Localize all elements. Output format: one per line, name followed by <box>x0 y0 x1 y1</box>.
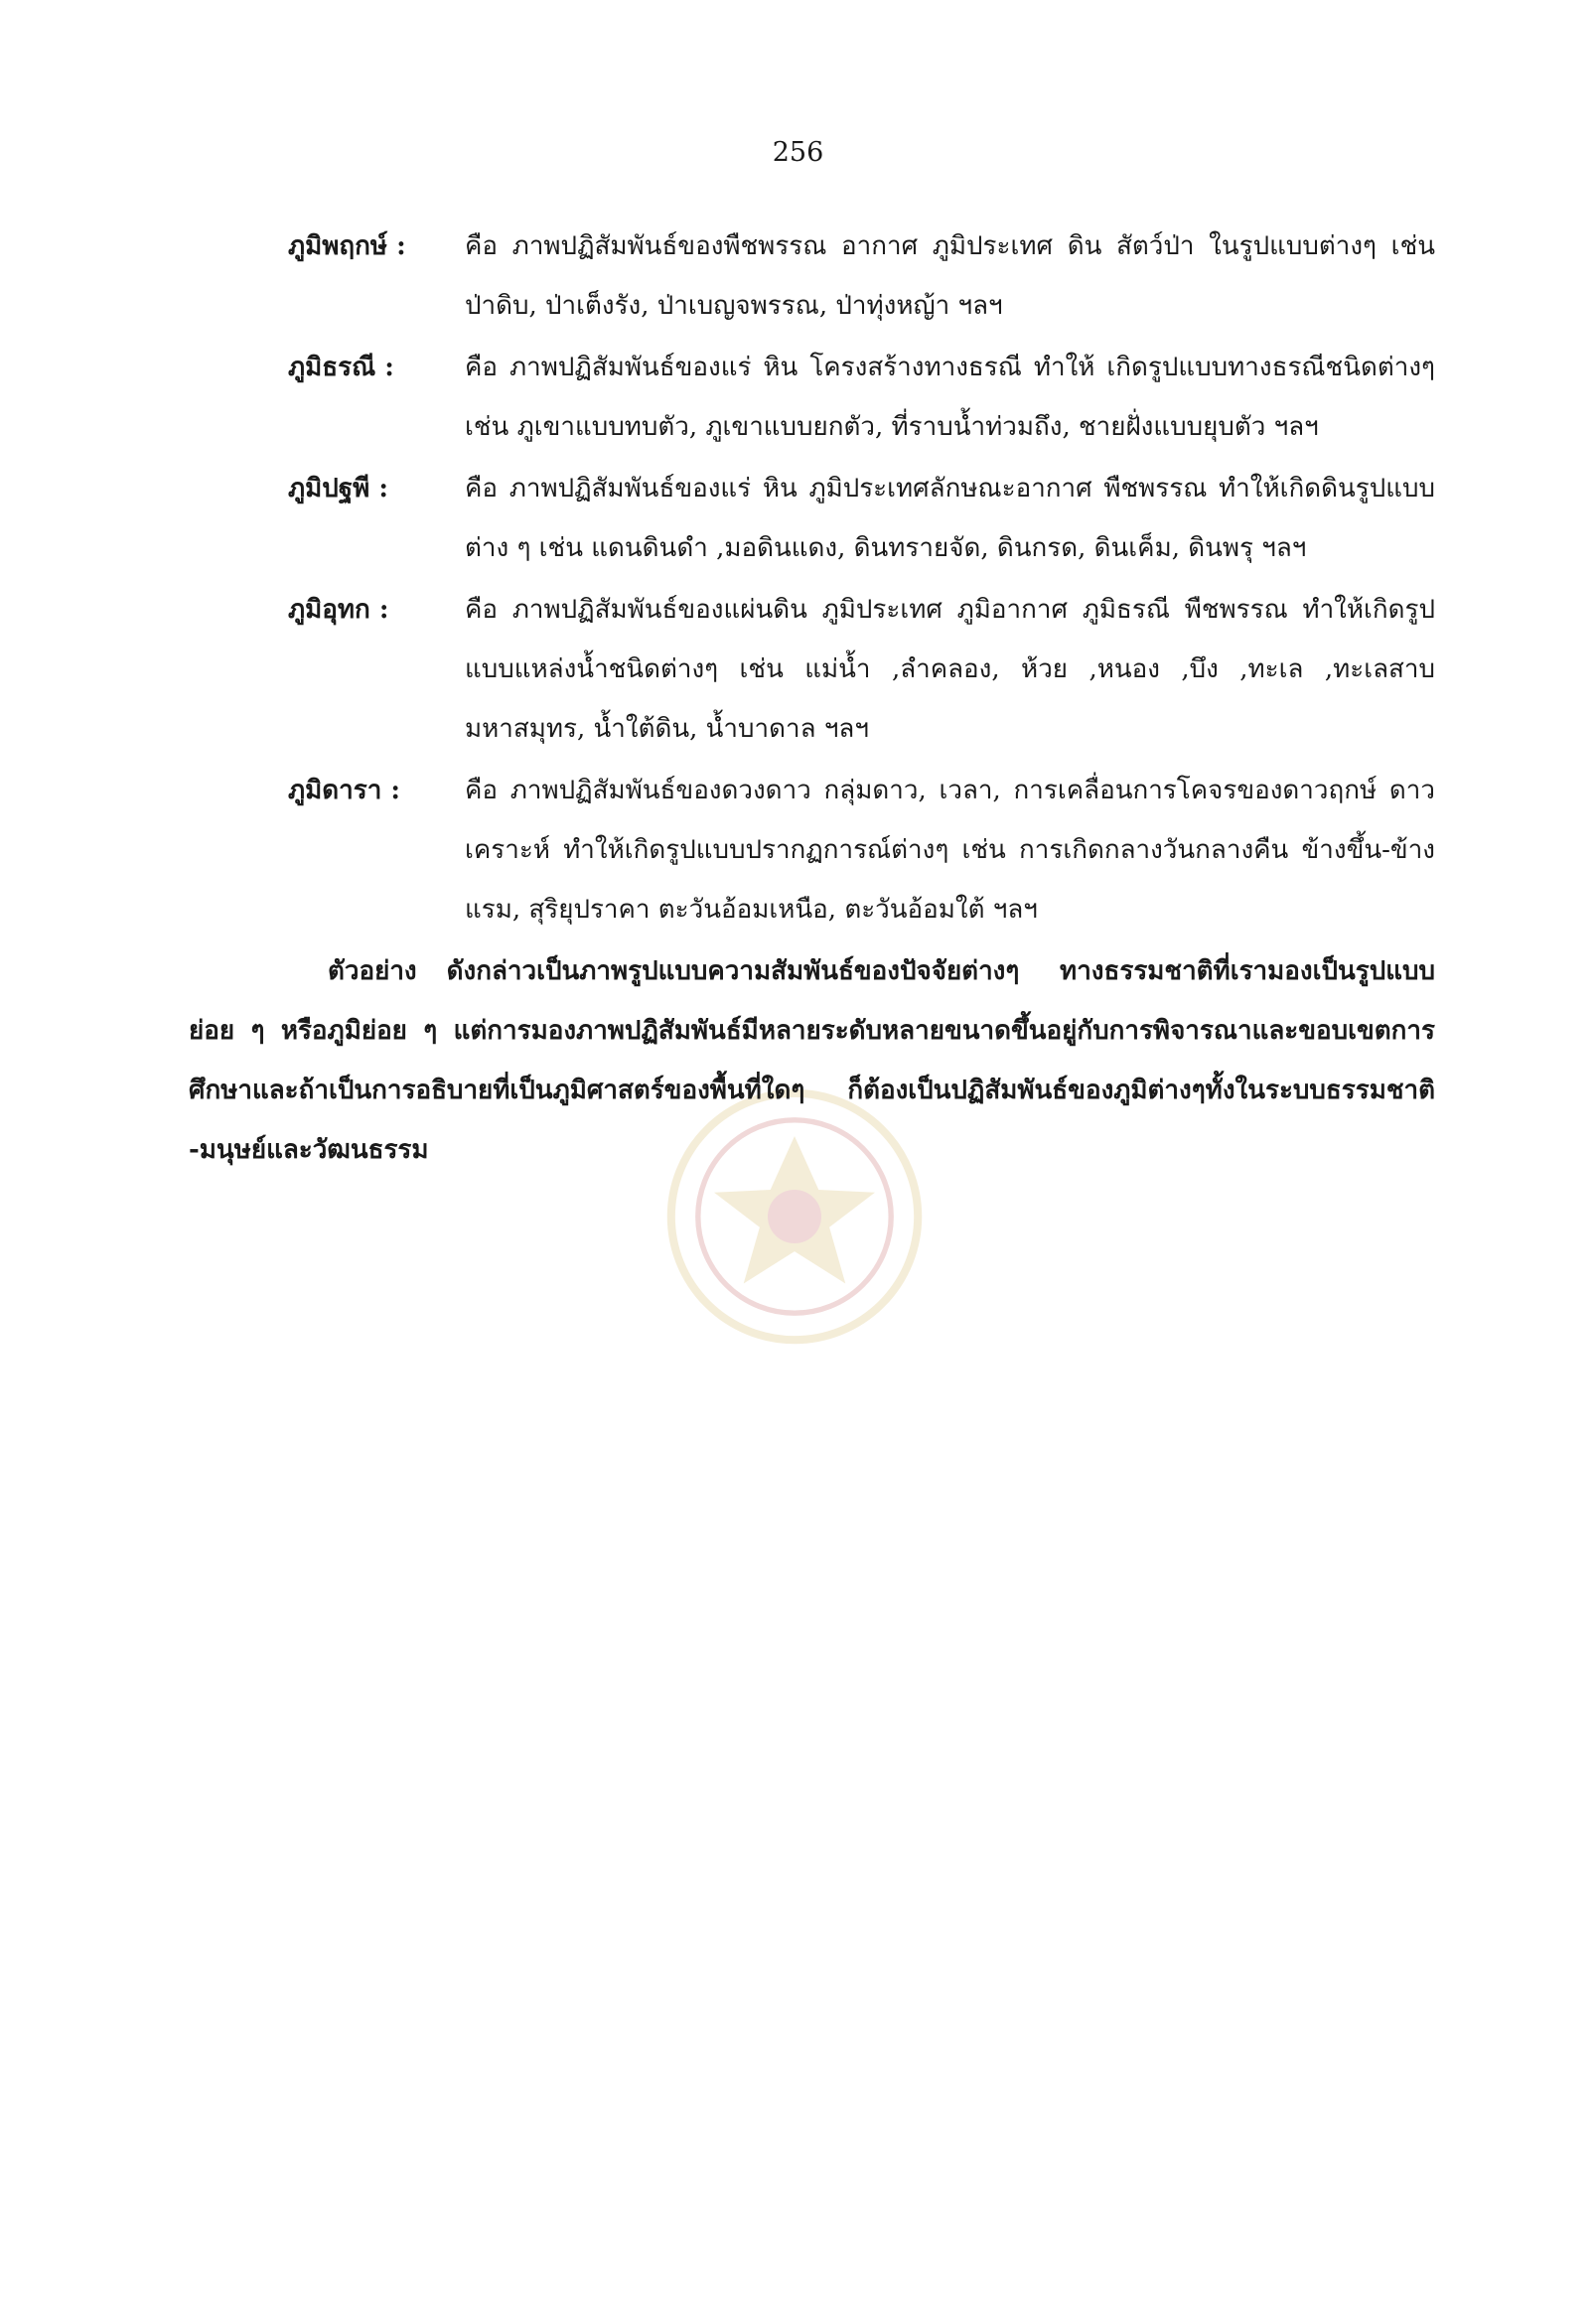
summary-lead: ตัวอย่าง <box>328 956 417 986</box>
term-definition: คือ ภาพปฏิสัมพันธ์ของแผ่นดิน ภูมิประเทศ ภูมิอากาศ ภูมิธรณี พืชพรรณ ทำให้เกิดรูปแบบแหล่งน้ำชนิดต่างๆ เช่น แม่น้ำ ,ลำคลอง, ห้วย ,หนอง ,บึง ,ทะเล ,ทะเลสาบ มหาสมุทร, น้ำใต้ดิน, น้ำบาดาล ฯลฯ <box>465 595 1435 744</box>
page-number: 256 <box>772 137 824 168</box>
term-definition: คือ ภาพปฏิสัมพันธ์ของดวงดาว กลุ่มดาว, เวลา, การเคลื่อนการโคจรของดาวฤกษ์ ดาวเคราะห์ ทำให้เกิดรูปแบบปรากฏการณ์ต่างๆ เช่น การเกิดกลางวันกลางคืน ข้างขึ้น-ข้างแรม, สุริยุปราคา ตะวันอ้อมเหนือ, ตะวันอ้อมใต้ ฯลฯ <box>465 776 1435 925</box>
definition-entry <box>189 761 1435 939</box>
term-label: ภูมิพฤกษ์ : <box>288 231 406 261</box>
term-label: ภูมิดารา : <box>288 776 400 805</box>
term-label: ภูมิปฐพี : <box>288 474 388 504</box>
term-definition: คือ ภาพปฏิสัมพันธ์ของพืชพรรณ อากาศ ภูมิประเทศ ดิน สัตว์ป่า ในรูปแบบต่างๆ เช่น ป่าดิบ, ป่าเต็งรัง, ป่าเบญจพรรณ, ป่าทุ่งหญ้า ฯลฯ <box>465 231 1435 321</box>
definition-entry <box>189 580 1435 759</box>
term-definition: คือ ภาพปฏิสัมพันธ์ของแร่ หิน โครงสร้างทางธรณี ทำให้ เกิดรูปแบบทางธรณีชนิดต่างๆ เช่น ภูเขาแบบทบตัว, ภูเขาแบบยกตัว, ที่ราบน้ำท่วมถึง, ชายฝั่งแบบยุบตัว ฯลฯ <box>465 353 1435 442</box>
definition-entry <box>189 459 1435 578</box>
term-label: ภูมิธรณี : <box>288 353 394 382</box>
summary-paragraph <box>189 941 1435 1180</box>
definition-entry <box>189 338 1435 457</box>
summary-text: ดังกล่าวเป็นภาพรูปแบบความสัมพันธ์ของปัจจัยต่างๆ ทางธรรมชาติที่เรามองเป็นรูปแบบย่อย ๆ หรือภูมิย่อย ๆ แต่การมองภาพปฏิสัมพันธ์มีหลายระดับหลายขนาดขึ้นอยู่กับการพิจารณาและขอบเขตการศึกษาและถ้าเป็นการอธิบายที่เป็นภูมิศาสตร์ของพื้นที่ใดๆ ก็ต้องเป็นปฏิสัมพันธ์ของภูมิต่างๆทั้งในระบบธรรมชาติ -มนุษย์และวัฒนธรรม <box>189 956 1435 1165</box>
document-body <box>189 216 1435 1180</box>
definition-entry <box>189 216 1435 336</box>
term-definition: คือ ภาพปฏิสัมพันธ์ของแร่ หิน ภูมิประเทศลักษณะอากาศ พืชพรรณ ทำให้เกิดดินรูปแบบต่าง ๆ เช่น แดนดินดำ ,มอดินแดง, ดินทรายจัด, ดินกรด, ดินเค็ม, ดินพรุ ฯลฯ <box>465 474 1435 563</box>
term-label: ภูมิอุทก : <box>288 595 389 625</box>
